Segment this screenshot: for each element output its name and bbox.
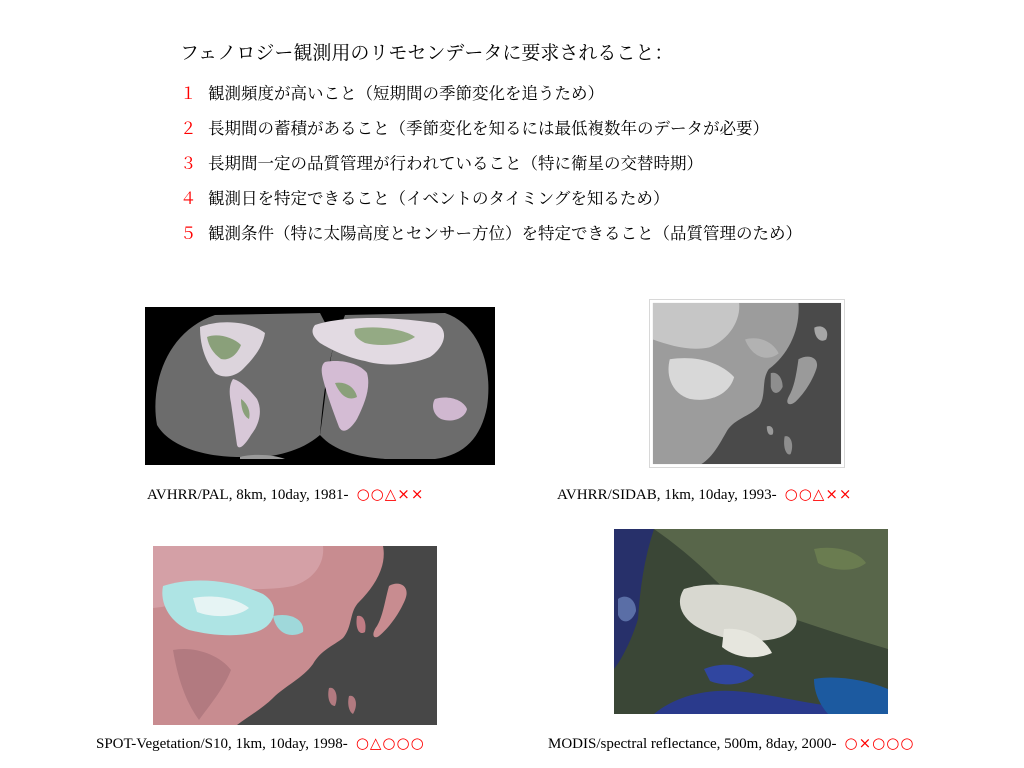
modis-reflectance-image — [614, 529, 888, 714]
dataset-name: AVHRR/PAL, 8km, 10day, 1981- — [147, 487, 349, 503]
dataset-caption-spot-vegetation — [96, 733, 425, 754]
requirement-number: ４ — [180, 189, 197, 208]
avhrr-sidab-map-image — [649, 299, 845, 468]
dataset-name: AVHRR/SIDAB, 1km, 10day, 1993- — [557, 487, 777, 503]
requirement-item — [180, 118, 802, 153]
requirement-number: １ — [180, 84, 197, 103]
spot-vegetation-map-image — [153, 546, 437, 725]
modis-true-color-graphic — [614, 529, 888, 714]
requirement-text: 長期間の蓄積があること（季節変化を知るには最低複数年のデータが必要） — [208, 119, 769, 138]
rating-marks: ○○△×× — [784, 485, 853, 503]
dataset-caption-avhrr-sidab — [557, 484, 852, 505]
requirement-number: ２ — [180, 119, 197, 138]
requirement-text: 観測日を特定できること（イベントのタイミングを知るため） — [208, 189, 670, 208]
requirement-item — [180, 83, 802, 118]
requirement-text: 観測条件（特に太陽高度とセンサー方位）を特定できること（品質管理のため） — [208, 224, 802, 243]
asia-false-color-graphic — [153, 546, 437, 725]
requirements-list — [180, 83, 802, 258]
dataset-name: SPOT-Vegetation/S10, 1km, 10day, 1998- — [96, 736, 348, 752]
requirement-text: 観測頻度が高いこと（短期間の季節変化を追うため） — [208, 84, 604, 103]
dataset-caption-avhrr-pal — [147, 484, 424, 505]
requirement-item — [180, 223, 802, 258]
rating-marks: ○×○○○ — [844, 734, 915, 752]
world-map-graphic — [145, 307, 495, 465]
slide-title: フェノロジー観測用のリモセンデータに要求されること： — [180, 42, 674, 64]
requirement-number: ５ — [180, 224, 197, 243]
dataset-caption-modis — [548, 733, 914, 754]
dataset-name: MODIS/spectral reflectance, 500m, 8day, 2000- — [548, 736, 837, 752]
rating-marks: ○△○○○ — [355, 734, 425, 752]
avhrr-pal-map-image — [145, 307, 495, 465]
rating-marks: ○○△×× — [356, 485, 425, 503]
requirement-item — [180, 188, 802, 223]
requirement-text: 長期間一定の品質管理が行われていること（特に衛星の交替時期） — [208, 154, 703, 173]
requirement-number: ３ — [180, 154, 197, 173]
requirement-item — [180, 153, 802, 188]
east-asia-grayscale-graphic — [650, 300, 844, 467]
